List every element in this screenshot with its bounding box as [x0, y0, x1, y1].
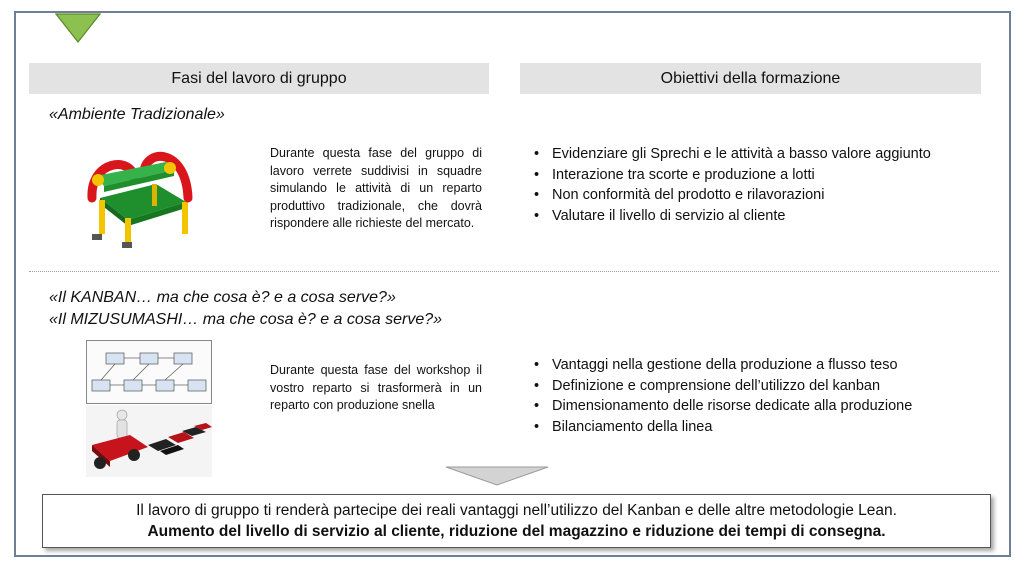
list-item: • Non conformità del prodotto e rilavorazioni: [528, 185, 931, 206]
process-flow-diagram-image: [86, 340, 212, 404]
header-training-objectives-label: Obiettivi della formazione: [660, 69, 841, 87]
conclusion-line1: Il lavoro di gruppo ti renderà partecipe dei reali vantaggi nell’utilizzo del Kanban e delle altre metodologie Lean.: [136, 502, 897, 519]
forklift-train-image: [86, 405, 212, 477]
toy-cart-image: [82, 140, 200, 248]
conclusion-line2: Aumento del livello di servizio al cliente, riduzione del magazzino e riduzione dei tempi di consegna.: [147, 523, 886, 540]
green-triangle-down-icon: [55, 13, 101, 43]
section1-objectives-list: [528, 144, 931, 226]
section2-description: Durante questa fase del workshop il vostro reparto si trasformerà in un reparto con produzione snella: [270, 363, 482, 412]
section-divider: [29, 271, 999, 272]
header-work-phases: [29, 63, 489, 94]
list-item: • Interazione tra scorte e produzione a lotti: [528, 165, 931, 186]
conclusion-box: [42, 494, 991, 548]
section2-subtitle-kanban: «Il KANBAN… ma che cosa è? e a cosa serve?»: [49, 289, 396, 306]
list-item: • Bilanciamento della linea: [528, 417, 912, 438]
section1-subtitle: «Ambiente Tradizionale»: [49, 106, 225, 123]
header-work-phases-label: Fasi del lavoro di gruppo: [171, 69, 347, 87]
section2-subtitle-mizusumashi: «Il MIZUSUMASHI… ma che cosa è? e a cosa serve?»: [49, 311, 443, 328]
section2-subtitle: [49, 287, 442, 331]
list-item: • Vantaggi nella gestione della produzione a flusso teso: [528, 355, 912, 376]
list-item: • Valutare il livello di servizio al cliente: [528, 206, 931, 227]
section2-objectives-list: [528, 355, 912, 437]
gray-triangle-down-icon: [445, 466, 549, 486]
header-training-objectives: [520, 63, 981, 94]
list-item: • Evidenziare gli Sprechi e le attività a basso valore aggiunto: [528, 144, 931, 165]
section1-description: Durante questa fase del gruppo di lavoro verrete suddivisi in squadre simulando le attività di un reparto produttivo tradizionale, che dovrà rispondere alle richieste del mercato.: [270, 146, 482, 230]
list-item: • Dimensionamento delle risorse dedicate alla produzione: [528, 396, 912, 417]
list-item: • Definizione e comprensione dell’utilizzo del kanban: [528, 376, 912, 397]
